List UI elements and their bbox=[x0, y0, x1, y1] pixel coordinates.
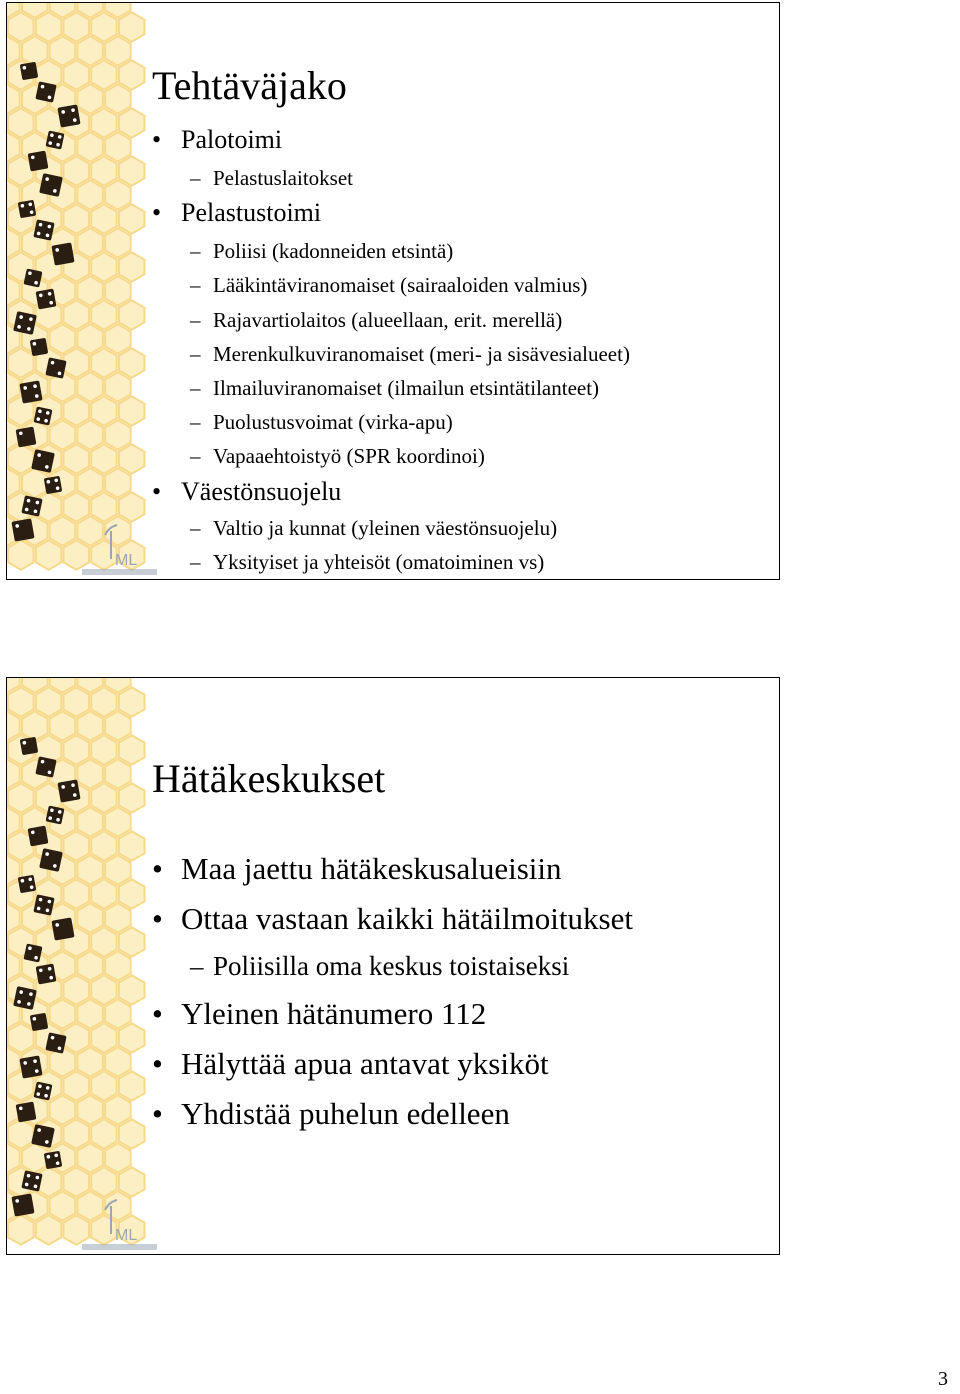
sub-bullet-item bbox=[152, 951, 569, 982]
sub-bullet-item bbox=[152, 273, 587, 298]
bullet-marker: • bbox=[152, 901, 163, 936]
bullet-text: Lääkintäviranomaiset (sairaaloiden valmius) bbox=[213, 273, 588, 297]
bullet-text: Vapaaehtoistyö (SPR koordinoi) bbox=[213, 444, 485, 468]
sub-bullet-item bbox=[152, 166, 353, 191]
page-number: 3 bbox=[938, 1368, 948, 1390]
dash-marker: – bbox=[190, 550, 201, 574]
bullet-text: Maa jaettu hätäkeskusalueisiin bbox=[181, 851, 562, 886]
slide-title: Hätäkeskukset bbox=[152, 756, 386, 801]
dash-marker: – bbox=[190, 444, 201, 468]
dash-marker: – bbox=[190, 308, 201, 332]
dash-marker: – bbox=[190, 516, 201, 540]
dash-marker: – bbox=[190, 342, 201, 366]
bullet-item bbox=[152, 901, 633, 937]
honeycomb-decoration bbox=[7, 678, 157, 1254]
bullet-text: Pelastuslaitokset bbox=[213, 166, 353, 190]
sub-bullet-item bbox=[152, 516, 557, 541]
dash-marker: – bbox=[190, 376, 201, 400]
bullet-marker: • bbox=[152, 125, 162, 154]
sub-bullet-item bbox=[152, 444, 485, 469]
bullet-item bbox=[152, 477, 341, 507]
honeycomb-pattern bbox=[7, 3, 145, 570]
bullet-text: Pelastustoimi bbox=[181, 198, 322, 227]
dash-marker: – bbox=[190, 239, 201, 263]
bullet-marker: • bbox=[152, 477, 162, 506]
sub-bullet-item bbox=[152, 376, 599, 401]
bullet-item bbox=[152, 125, 282, 155]
slide-hatakeskukset bbox=[6, 677, 780, 1255]
bullet-text: Yksityiset ja yhteisöt (omatoiminen vs) bbox=[213, 550, 545, 574]
bullet-text: Rajavartiolaitos (alueellaan, erit. merellä) bbox=[213, 308, 563, 332]
bullet-text: Hälyttää apua antavat yksiköt bbox=[181, 1046, 549, 1081]
sub-bullet-item bbox=[152, 239, 453, 264]
bullet-marker: • bbox=[152, 1046, 163, 1081]
bullet-text: Palotoimi bbox=[181, 125, 283, 154]
bullet-item bbox=[152, 851, 562, 887]
bullet-text: Ottaa vastaan kaikki hätäilmoitukset bbox=[181, 901, 633, 936]
bullet-text: Valtio ja kunnat (yleinen väestönsuojelu) bbox=[213, 516, 558, 540]
bullet-text: Yleinen hätänumero 112 bbox=[181, 996, 487, 1031]
bullet-item bbox=[152, 1046, 549, 1082]
bullet-marker: • bbox=[152, 851, 163, 886]
dash-marker: – bbox=[190, 951, 204, 981]
bullet-item bbox=[152, 198, 321, 228]
bullet-item bbox=[152, 996, 486, 1032]
bullet-marker: • bbox=[152, 996, 163, 1031]
sub-bullet-item bbox=[152, 342, 630, 367]
slide-title: Tehtäväjako bbox=[152, 63, 347, 108]
logo-text: ML bbox=[115, 1227, 138, 1244]
bullet-text: Yhdistää puhelun edelleen bbox=[181, 1096, 510, 1131]
bullet-text: Väestönsuojelu bbox=[181, 477, 342, 506]
dash-marker: – bbox=[190, 166, 201, 190]
bullet-text: Merenkulkuviranomaiset (meri- ja sisävesialueet) bbox=[213, 342, 630, 366]
logo-text: ML bbox=[115, 552, 138, 569]
bullet-text: Poliisilla oma keskus toistaiseksi bbox=[213, 951, 570, 981]
bullet-marker: • bbox=[152, 1096, 163, 1131]
bullet-text: Puolustusvoimat (virka-apu) bbox=[213, 410, 453, 434]
sub-bullet-item bbox=[152, 410, 453, 435]
bullet-text: Ilmailuviranomaiset (ilmailun etsintätilanteet) bbox=[213, 376, 600, 400]
honeycomb-decoration bbox=[7, 3, 157, 579]
dash-marker: – bbox=[190, 273, 201, 297]
sub-bullet-item bbox=[152, 550, 544, 575]
bullet-item bbox=[152, 1096, 510, 1132]
slide-tehtavajako bbox=[6, 2, 780, 580]
bullet-text: Poliisi (kadonneiden etsintä) bbox=[213, 239, 454, 263]
dash-marker: – bbox=[190, 410, 201, 434]
bullet-marker: • bbox=[152, 198, 162, 227]
sub-bullet-item bbox=[152, 308, 562, 333]
honeycomb-pattern bbox=[7, 678, 145, 1245]
